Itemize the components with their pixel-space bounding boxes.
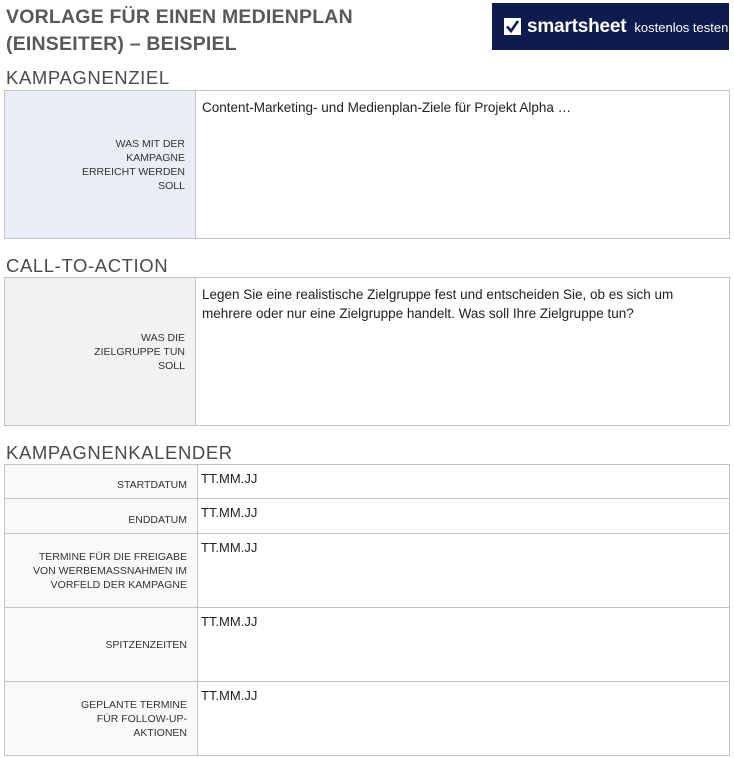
cta-content[interactable]: Legen Sie eine realistische Zielgruppe fest und entscheiden Sie, ob es sich um mehrere oder nur eine Zielgruppe handelt. Was soll Ihre Zielgruppe tun? (202, 287, 674, 321)
kalender-label-startdatum: STARTDATUM (5, 465, 198, 498)
kampagnenziel-box (4, 90, 730, 239)
kampagnenziel-label (5, 91, 196, 238)
table-row (4, 499, 730, 534)
kalender-label-followup-text: GEPLANTE TERMINE FÜR FOLLOW-UP-AKTIONEN (81, 698, 187, 739)
section-heading-kampagnenziel: KAMPAGNENZIEL (6, 67, 170, 88)
kalender-label-freigabe (5, 534, 198, 607)
kalender-label-enddatum: ENDDATUM (5, 499, 198, 533)
banner-brand: smartsheet (527, 15, 627, 37)
section-heading-cta: CALL-TO-ACTION (6, 255, 169, 276)
table-row (4, 464, 730, 499)
kalender-value-followup[interactable]: TT.MM.JJ (201, 688, 258, 703)
kalender-value-enddatum[interactable]: TT.MM.JJ (201, 505, 258, 520)
table-row (4, 682, 730, 756)
page-title-line-1: VORLAGE FÜR EINEN MEDIENPLAN (6, 6, 353, 28)
kalender-value-startdatum[interactable]: TT.MM.JJ (201, 471, 258, 486)
kalender-label-freigabe-text: TERMINE FÜR DIE FREIGABE VON WERBEMASSNAHMEN IM VORFELD DER KAMPAGNE (32, 550, 187, 591)
kalender-value-spitzenzeiten[interactable]: TT.MM.JJ (201, 614, 258, 629)
banner-cta: kostenlos testen (634, 20, 729, 35)
page-title-line-2: (EINSEITER) – BEISPIEL (6, 33, 237, 55)
cta-box (4, 277, 730, 426)
page-title (6, 4, 476, 58)
table-row (4, 608, 730, 682)
smartsheet-banner[interactable] (492, 3, 729, 50)
kalender-value-freigabe[interactable]: TT.MM.JJ (201, 540, 258, 555)
checkmark-logo-icon (504, 18, 521, 35)
kalender-label-spitzenzeiten: SPITZENZEITEN (5, 608, 198, 681)
cta-label (5, 278, 196, 425)
kampagnenziel-label-text: WAS MIT DER KAMPAGNE ERREICHT WERDEN SOLL (81, 137, 185, 192)
table-row (4, 534, 730, 608)
kalender-label-followup (5, 682, 198, 755)
kampagnenziel-content[interactable]: Content-Marketing- und Medienplan-Ziele für Projekt Alpha … (202, 100, 572, 115)
section-heading-kalender: KAMPAGNENKALENDER (6, 442, 233, 463)
cta-label-text: WAS DIE ZIELGRUPPE TUN SOLL (94, 331, 185, 372)
kalender-table (4, 464, 730, 756)
